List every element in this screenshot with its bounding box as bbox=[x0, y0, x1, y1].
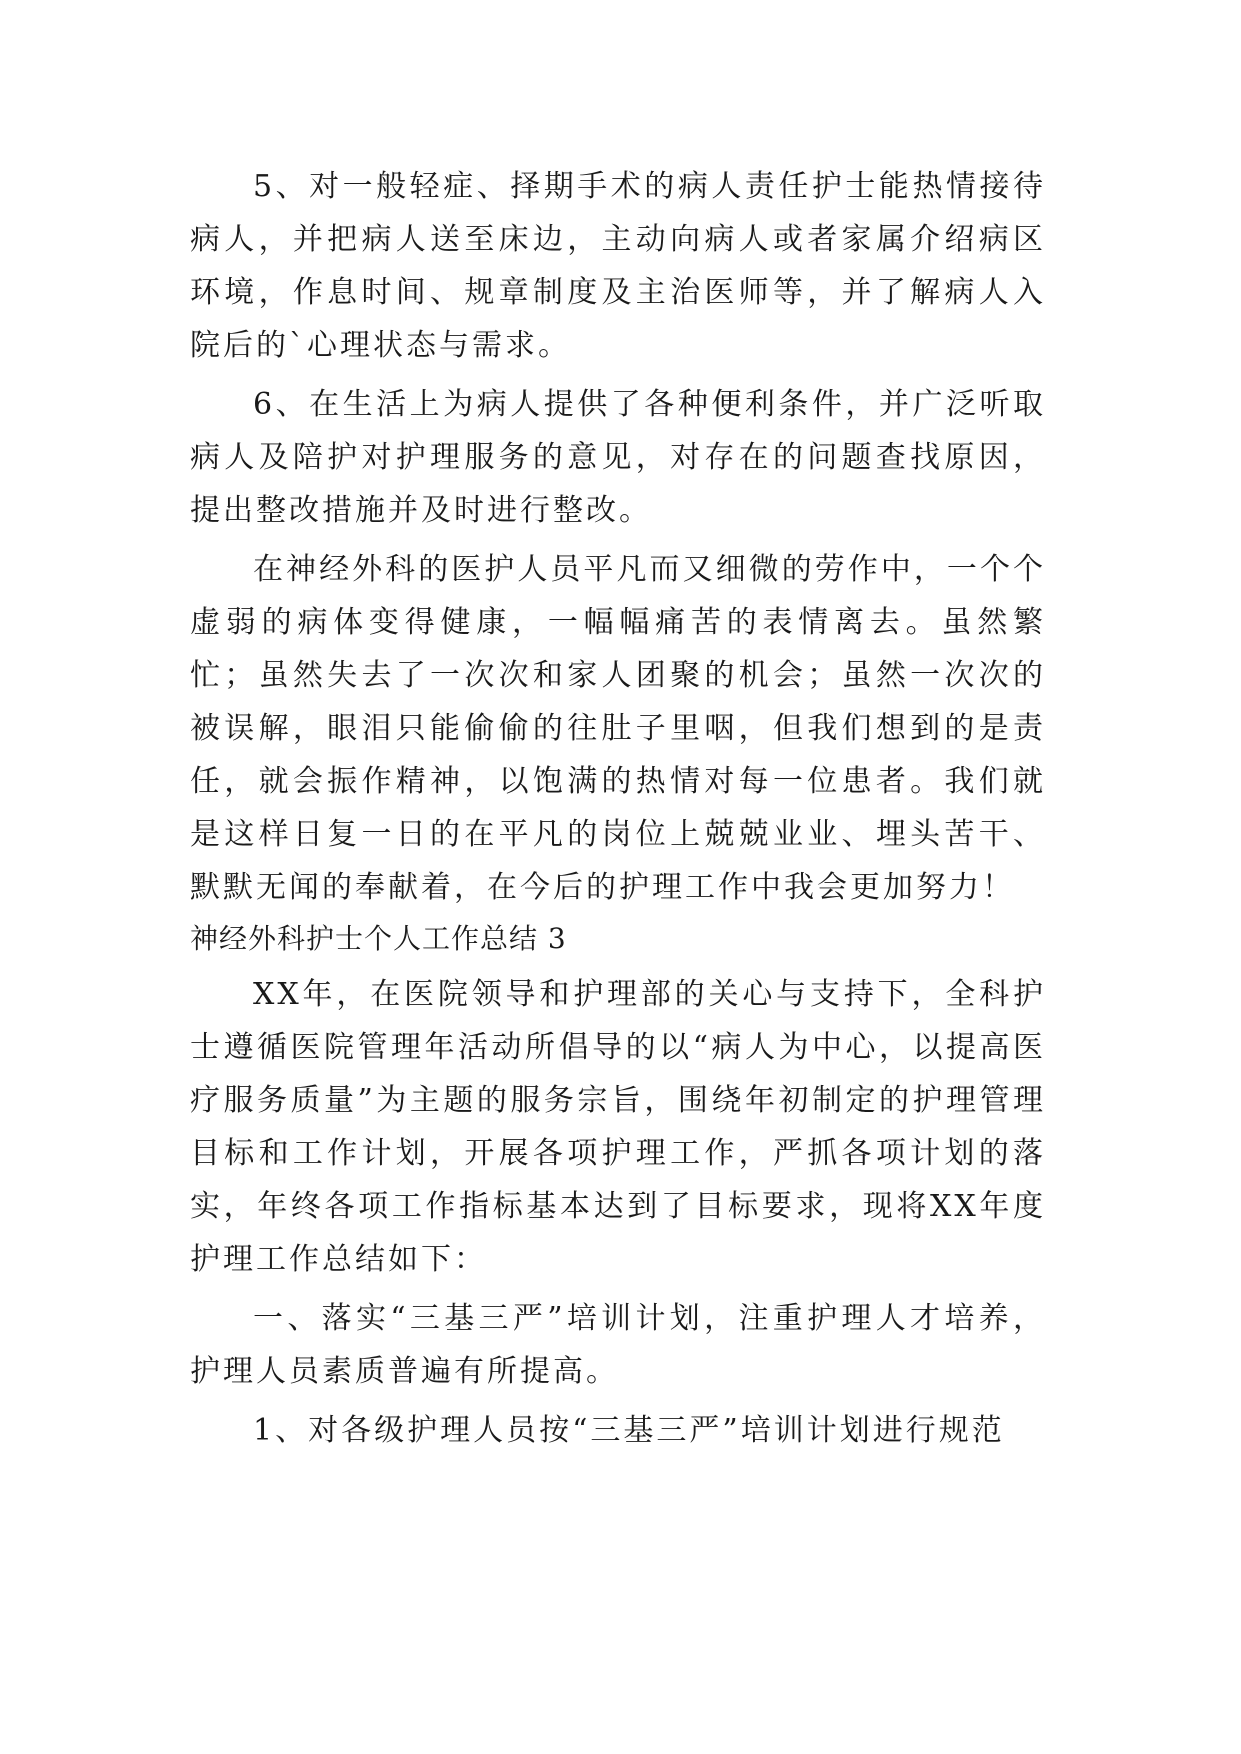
document-body bbox=[190, 160, 1046, 1457]
paragraph-section-one: 一、落实“三基三严”培训计划，注重护理人才培养，护理人员素质普遍有所提高。 bbox=[190, 1301, 1046, 1389]
paragraph-intro: XX年，在医院领导和护理部的关心与支持下，全科护士遵循医院管理年活动所倡导的以“病人为中心，以提高医疗服务质量”为主题的服务宗旨，围绕年初制定的护理管理目标和工作计划，开展各项护理工作，严抓各项计划的落实，年终各项工作指标基本达到了目标要求，现将XX年度护理工作总结如下： bbox=[190, 977, 1046, 1277]
paragraph-closing: 在神经外科的医护人员平凡而又细微的劳作中，一个个虚弱的病体变得健康，一幅幅痛苦的表情离去。虽然繁忙；虽然失去了一次次和家人团聚的机会；虽然一次次的被误解，眼泪只能偷偷的往肚子里咽，但我们想到的是责任，就会振作精神，以饱满的热情对每一位患者。我们就是这样日复一日的在平凡的岗位上兢兢业业、埋头苦干、默默无闻的奉献着，在今后的护理工作中我会更加努力！ bbox=[190, 552, 1046, 905]
paragraph-item-6: 6、在生活上为病人提供了各种便利条件，并广泛听取病人及陪护对护理服务的意见，对存在的问题查找原因，提出整改措施并及时进行整改。 bbox=[190, 387, 1046, 528]
paragraph-item-1: 1、对各级护理人员按“三基三严”培训计划进行规范 bbox=[253, 1413, 1005, 1448]
section-heading: 神经外科护士个人工作总结 3 bbox=[190, 922, 567, 955]
paragraph-item-5: 5、对一般轻症、择期手术的病人责任护士能热情接待病人，并把病人送至床边，主动向病人或者家属介绍病区环境，作息时间、规章制度及主治医师等，并了解病人入院后的`心理状态与需求。 bbox=[190, 169, 1046, 363]
